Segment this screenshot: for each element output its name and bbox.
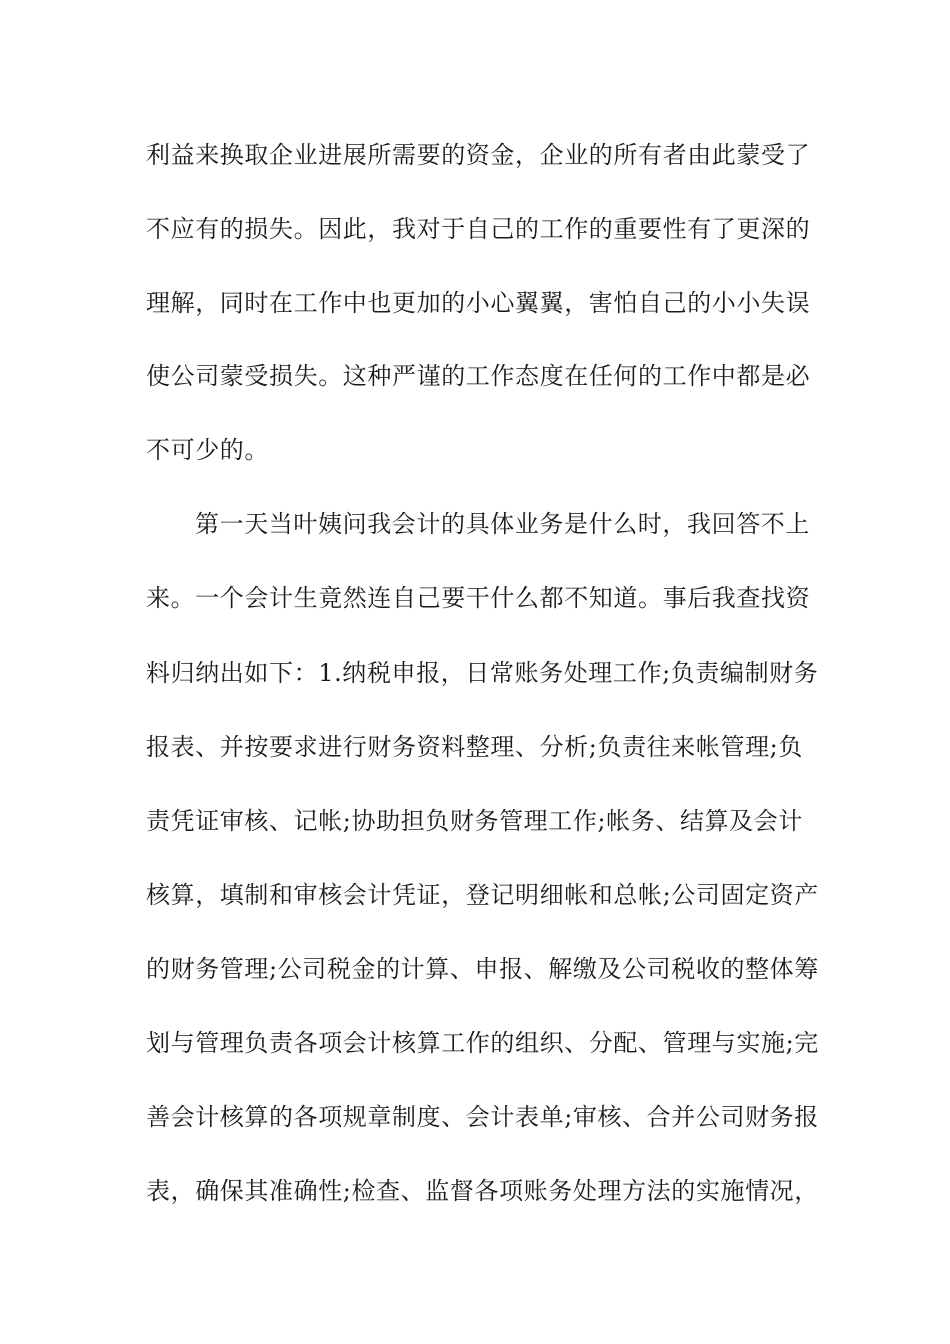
text-line: 使公司蒙受损失。这种严谨的工作态度在任何的工作中都是必	[146, 362, 811, 390]
text-line: 核算，填制和审核会计凭证，登记明细帐和总帐;公司固定资产	[146, 881, 819, 909]
text-line: 利益来换取企业进展所需要的资金，企业的所有者由此蒙受了	[146, 141, 811, 169]
text-line: 的财务管理;公司税金的计算、申报、解缴及公司税收的整体筹	[146, 955, 819, 983]
text-line: 理解，同时在工作中也更加的小心翼翼，害怕自己的小小失误	[146, 289, 811, 317]
text-line: 来。一个会计生竟然连自己要干什么都不知道。事后我查找资	[146, 584, 811, 612]
text-line: 料归纳出如下：1.纳税申报，日常账务处理工作;负责编制财务	[146, 659, 819, 687]
text-line: 划与管理负责各项会计核算工作的组织、分配、管理与实施;完	[146, 1029, 819, 1057]
text-line: 表，确保其准确性;检查、监督各项账务处理方法的实施情况，	[146, 1177, 819, 1205]
text-line: 责凭证审核、记帐;协助担负财务管理工作;帐务、结算及会计	[146, 807, 803, 835]
paragraph-first-line: 第一天当叶姨问我会计的具体业务是什么时，我回答不上	[195, 510, 810, 538]
text-line: 报表、并按要求进行财务资料整理、分析;负责往来帐管理;负	[146, 733, 803, 761]
text-line: 不应有的损失。因此，我对于自己的工作的重要性有了更深的	[146, 215, 811, 243]
text-line: 善会计核算的各项规章制度、会计表单;审核、合并公司财务报	[146, 1103, 819, 1131]
text-line: 不可少的。	[146, 436, 269, 464]
